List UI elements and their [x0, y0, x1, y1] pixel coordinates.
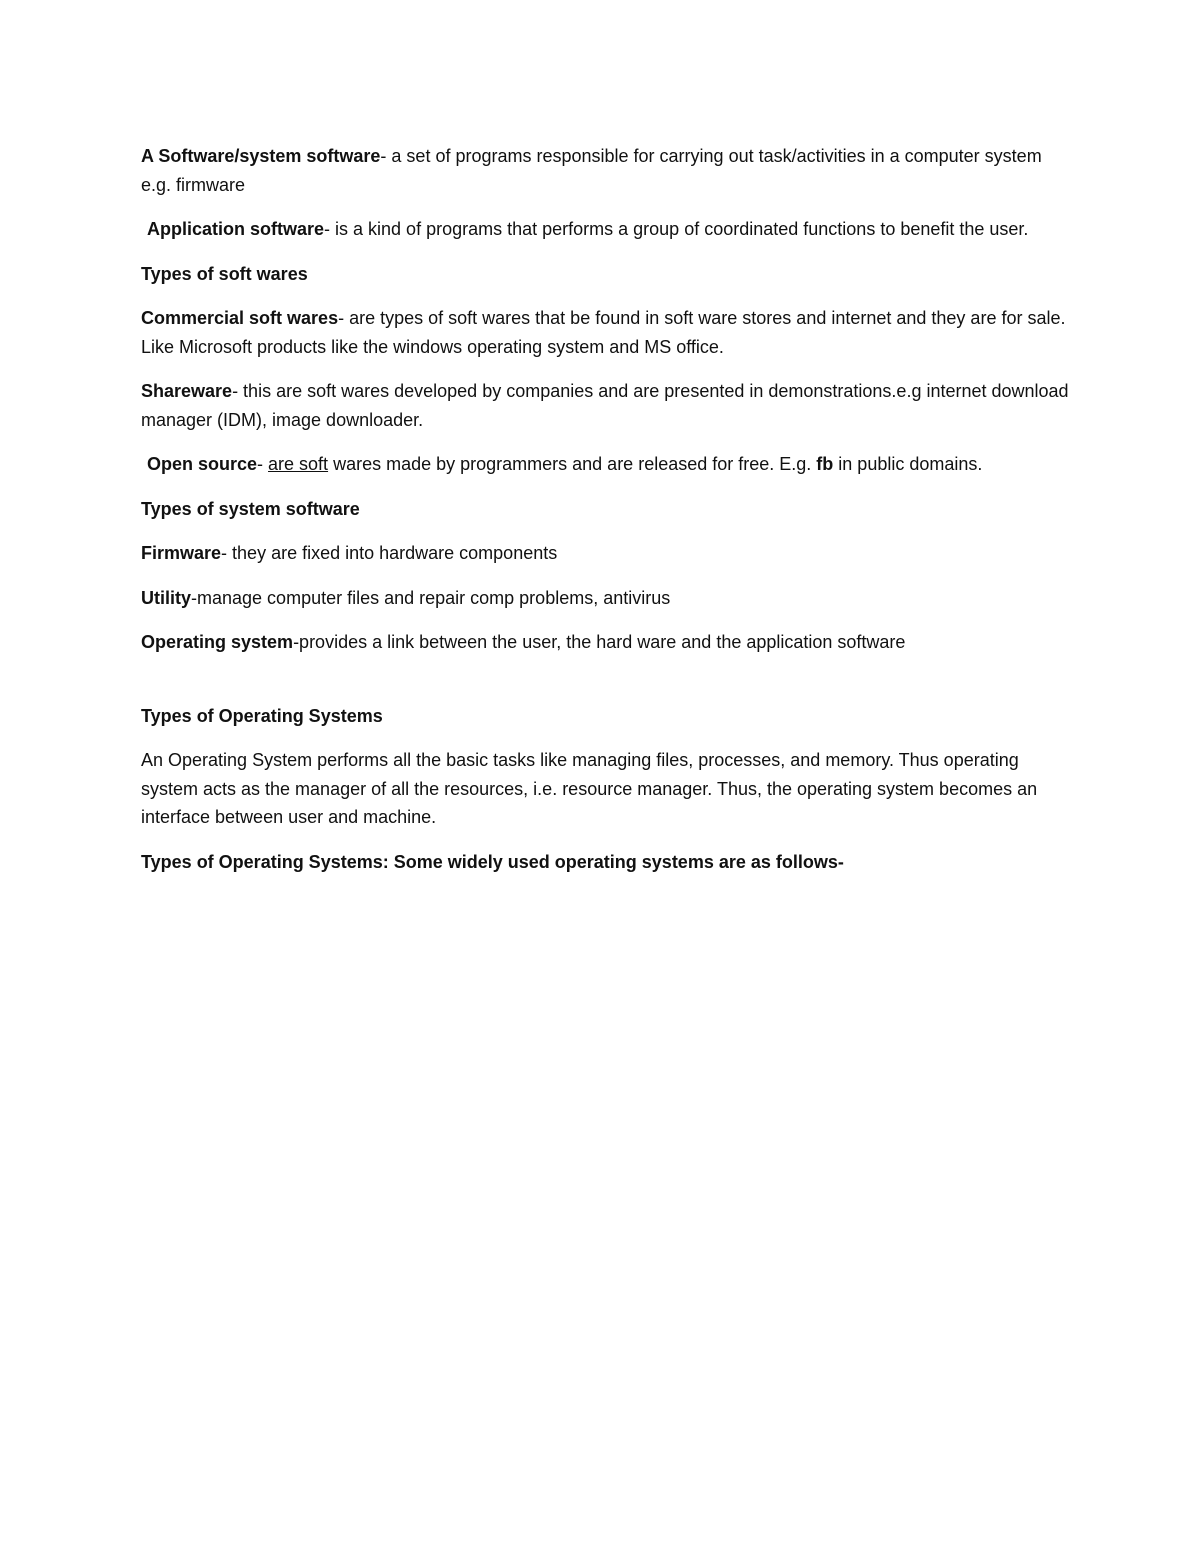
paragraph-utility: [141, 584, 1071, 613]
term-operating-system: Operating system: [141, 632, 294, 652]
definition-operating-system: -provides a link between the user, the hard ware and the application software: [293, 632, 906, 652]
term-utility: Utility: [141, 587, 192, 608]
definition-application-software: - is a kind of programs that performs a group of coordinated functions to benefit the user.: [324, 219, 1029, 239]
paragraph-operating-system-description: An Operating System performs all the basic tasks like managing files, processes, and memory. Thus operating system acts as the manager of all the resources, i.e. resource manager. Thus, the operating system becomes an interface between user and machine.: [141, 750, 1038, 827]
paragraph-operating-system: [141, 628, 1071, 657]
term-firmware: Firmware: [141, 543, 222, 563]
paragraph-firmware: [141, 539, 1071, 568]
heading-types-of-system-software: Types of system software: [141, 498, 360, 519]
definition-system-software: - a set of programs responsible for carrying out task/activities in a computer system e.g. firmware: [141, 146, 1042, 195]
underlined-text: are soft: [268, 454, 329, 474]
bold-word-fb: fb: [816, 454, 834, 474]
document-body: [141, 142, 1071, 892]
term-commercial-software: Commercial soft wares: [141, 308, 339, 328]
term-system-software: A Software/system software: [141, 146, 381, 166]
definition-utility: -manage computer files and repair comp problems, antivirus: [191, 587, 671, 608]
term-shareware: Shareware: [141, 381, 233, 401]
definition-shareware: - this are soft wares developed by companies and are presented in demonstrations.e.g internet download manager (IDM), image downloader.: [141, 381, 1069, 430]
paragraph-open-source: Open source- are soft wares made by programmers and are released for free. E.g. fb in public domains.: [147, 454, 983, 474]
definition-commercial-software: - are types of soft wares that be found in soft ware stores and internet and they are for sale. Like Microsoft products like the windows operating system and MS office.: [141, 308, 1066, 357]
heading-widely-used-operating-systems: Types of Operating Systems: Some widely used operating systems are as follows-: [141, 851, 844, 872]
paragraph-shareware: [141, 377, 1071, 434]
term-application-software: Application software: [147, 219, 325, 239]
definition-firmware: - they are fixed into hardware components: [221, 543, 558, 563]
paragraph-application-software: [141, 215, 1071, 244]
heading-types-of-software: Types of soft wares: [141, 263, 308, 284]
heading-types-of-operating-systems: Types of Operating Systems: [141, 705, 383, 726]
term-open-source: Open source: [147, 454, 258, 474]
paragraph-commercial-software: [141, 304, 1071, 361]
paragraph-system-software: [141, 142, 1071, 199]
